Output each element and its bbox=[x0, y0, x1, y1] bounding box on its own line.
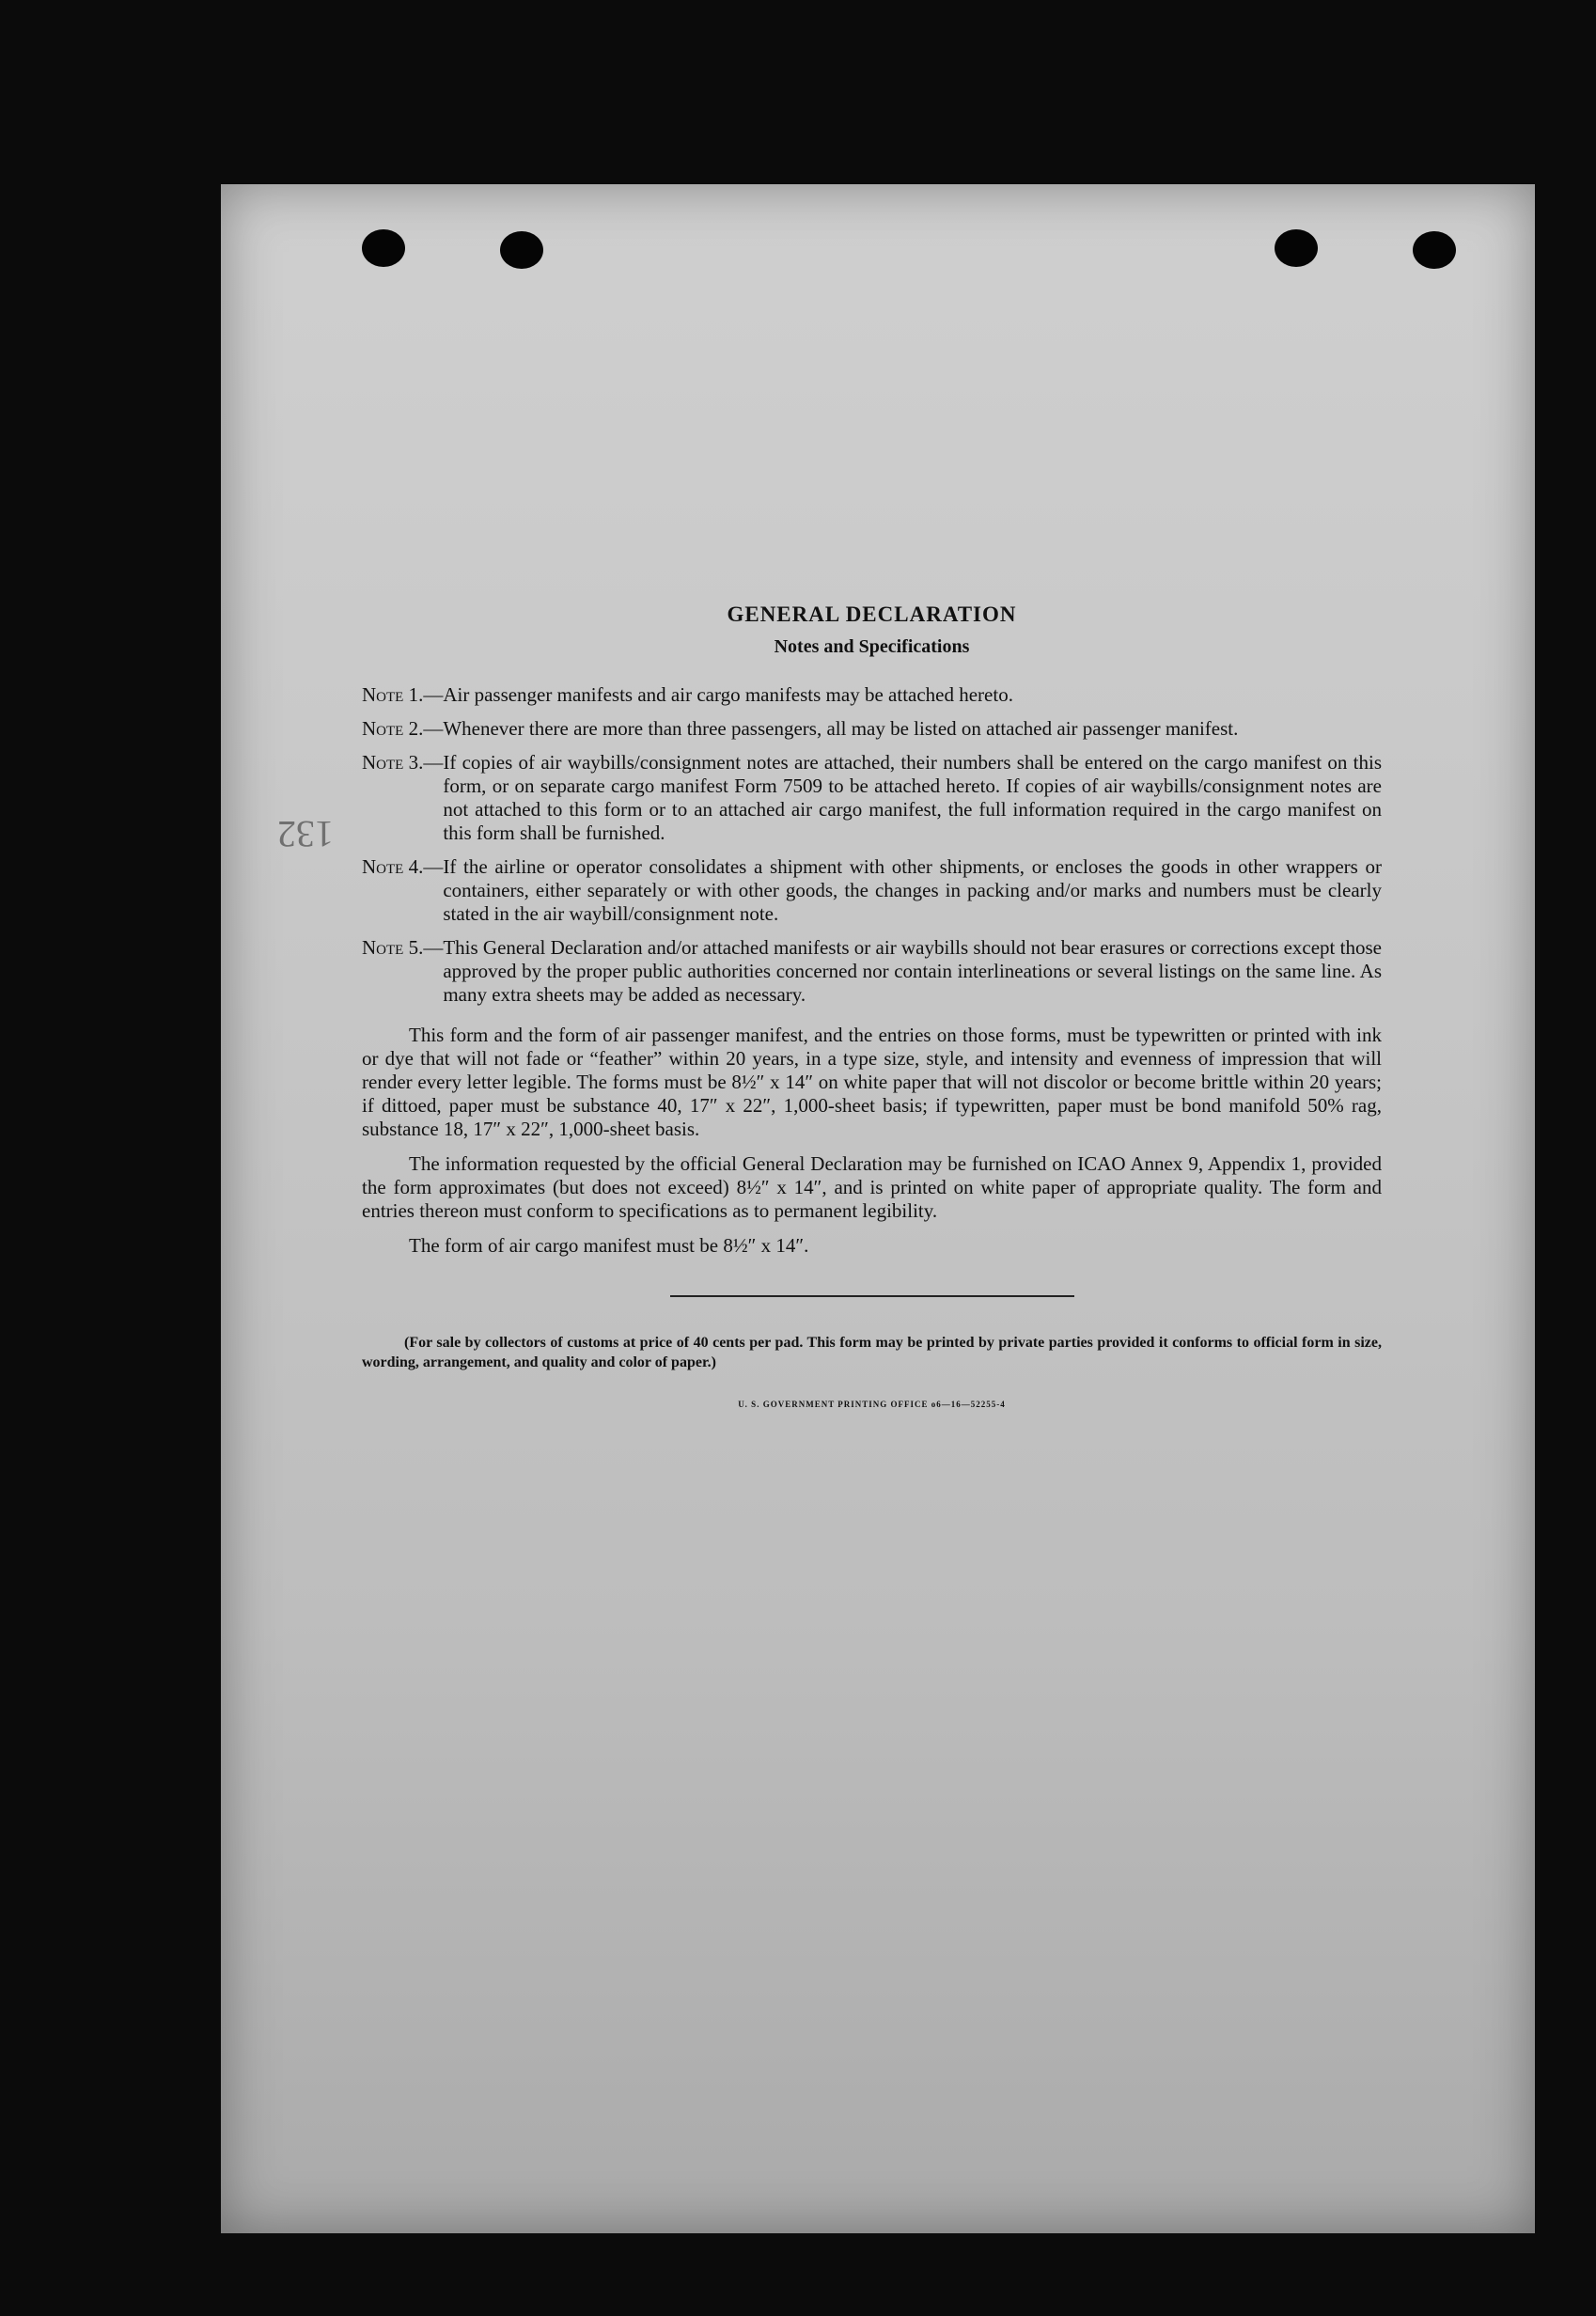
note-label: Note 4.— bbox=[362, 855, 444, 878]
note-1 bbox=[362, 683, 1382, 707]
note-label: Note 2.— bbox=[362, 717, 444, 740]
divider bbox=[670, 1295, 1074, 1297]
form-specification-paragraph: This form and the form of air passenger manifest, and the entries on those forms, must be typewritten or printed with ink or dye that will not fade or “feather” within 20 years, in a type size, style, and intensity and evenness of impression that will render every letter legible. The forms must be 8½″ x 14″ on white paper that will not discolor or become brittle within 20 years; if dittoed, paper must be substance 40, 17″ x 22″, 1,000-sheet basis; if typewritten, paper must be bond manifold 50% rag, substance 18, 17″ x 22″, 1,000-sheet basis. bbox=[362, 1024, 1382, 1140]
punch-hole bbox=[500, 231, 543, 269]
printing-office-imprint: U. S. GOVERNMENT PRINTING OFFICE o6—16—52255-4 bbox=[738, 1400, 1006, 1409]
note-label: Note 3.— bbox=[362, 751, 444, 774]
page-title: GENERAL DECLARATION bbox=[727, 602, 1017, 626]
note-3 bbox=[362, 751, 1382, 845]
document-body bbox=[362, 602, 1382, 1416]
punch-hole bbox=[1413, 231, 1456, 269]
note-text: If copies of air waybills/consignment notes are attached, their numbers shall be entered on the cargo manifest on this form, or on separate cargo manifest Form 7509 to be attached hereto. If copies of air waybills/consignment notes are not attached to this form or to an attached air cargo manifest, the full information required in the cargo manifest on this form shall be furnished. bbox=[443, 751, 1382, 844]
note-label: Note 5.— bbox=[362, 936, 444, 959]
document-page bbox=[221, 184, 1535, 2233]
note-4 bbox=[362, 855, 1382, 926]
note-text: Air passenger manifests and air cargo manifests may be attached hereto. bbox=[443, 683, 1013, 706]
margin-page-number: 132 bbox=[277, 813, 334, 855]
note-5 bbox=[362, 936, 1382, 1007]
page-subtitle: Notes and Specifications bbox=[774, 636, 970, 657]
note-text: If the airline or operator consolidates a shipment with other shipments, or encloses the goods in other wrappers or containers, either separately or with other goods, the changes in packing and/or marks and numbers must be clearly stated in the air waybill/consignment note. bbox=[443, 855, 1382, 925]
note-2 bbox=[362, 717, 1382, 741]
icao-paragraph: The information requested by the official General Declaration may be furnished on ICAO Annex 9, Appendix 1, provided the form approximates (but does not exceed) 8½″ x 14″, and is printed on white paper of appropriate quality. The form and entries thereon must conform to specifications as to permanent legibility. bbox=[362, 1152, 1382, 1222]
cargo-manifest-size-paragraph: The form of air cargo manifest must be 8½″ x 14″. bbox=[409, 1234, 809, 1257]
note-text: This General Declaration and/or attached manifests or air waybills should not bear erasures or corrections except those approved by the proper public authorities concerned nor contain interlineations or several listings on the same line. As many extra sheets may be added as necessary. bbox=[443, 936, 1382, 1006]
punch-hole bbox=[362, 229, 405, 267]
sale-notice: (For sale by collectors of customs at price of 40 cents per pad. This form may be printed by private parties provided it conforms to official form in size, wording, arrangement, and quality and color of paper.) bbox=[362, 1335, 1382, 1370]
punch-hole bbox=[1275, 229, 1318, 267]
note-text: Whenever there are more than three passengers, all may be listed on attached air passenger manifest. bbox=[443, 717, 1239, 740]
note-label: Note 1.— bbox=[362, 683, 444, 706]
